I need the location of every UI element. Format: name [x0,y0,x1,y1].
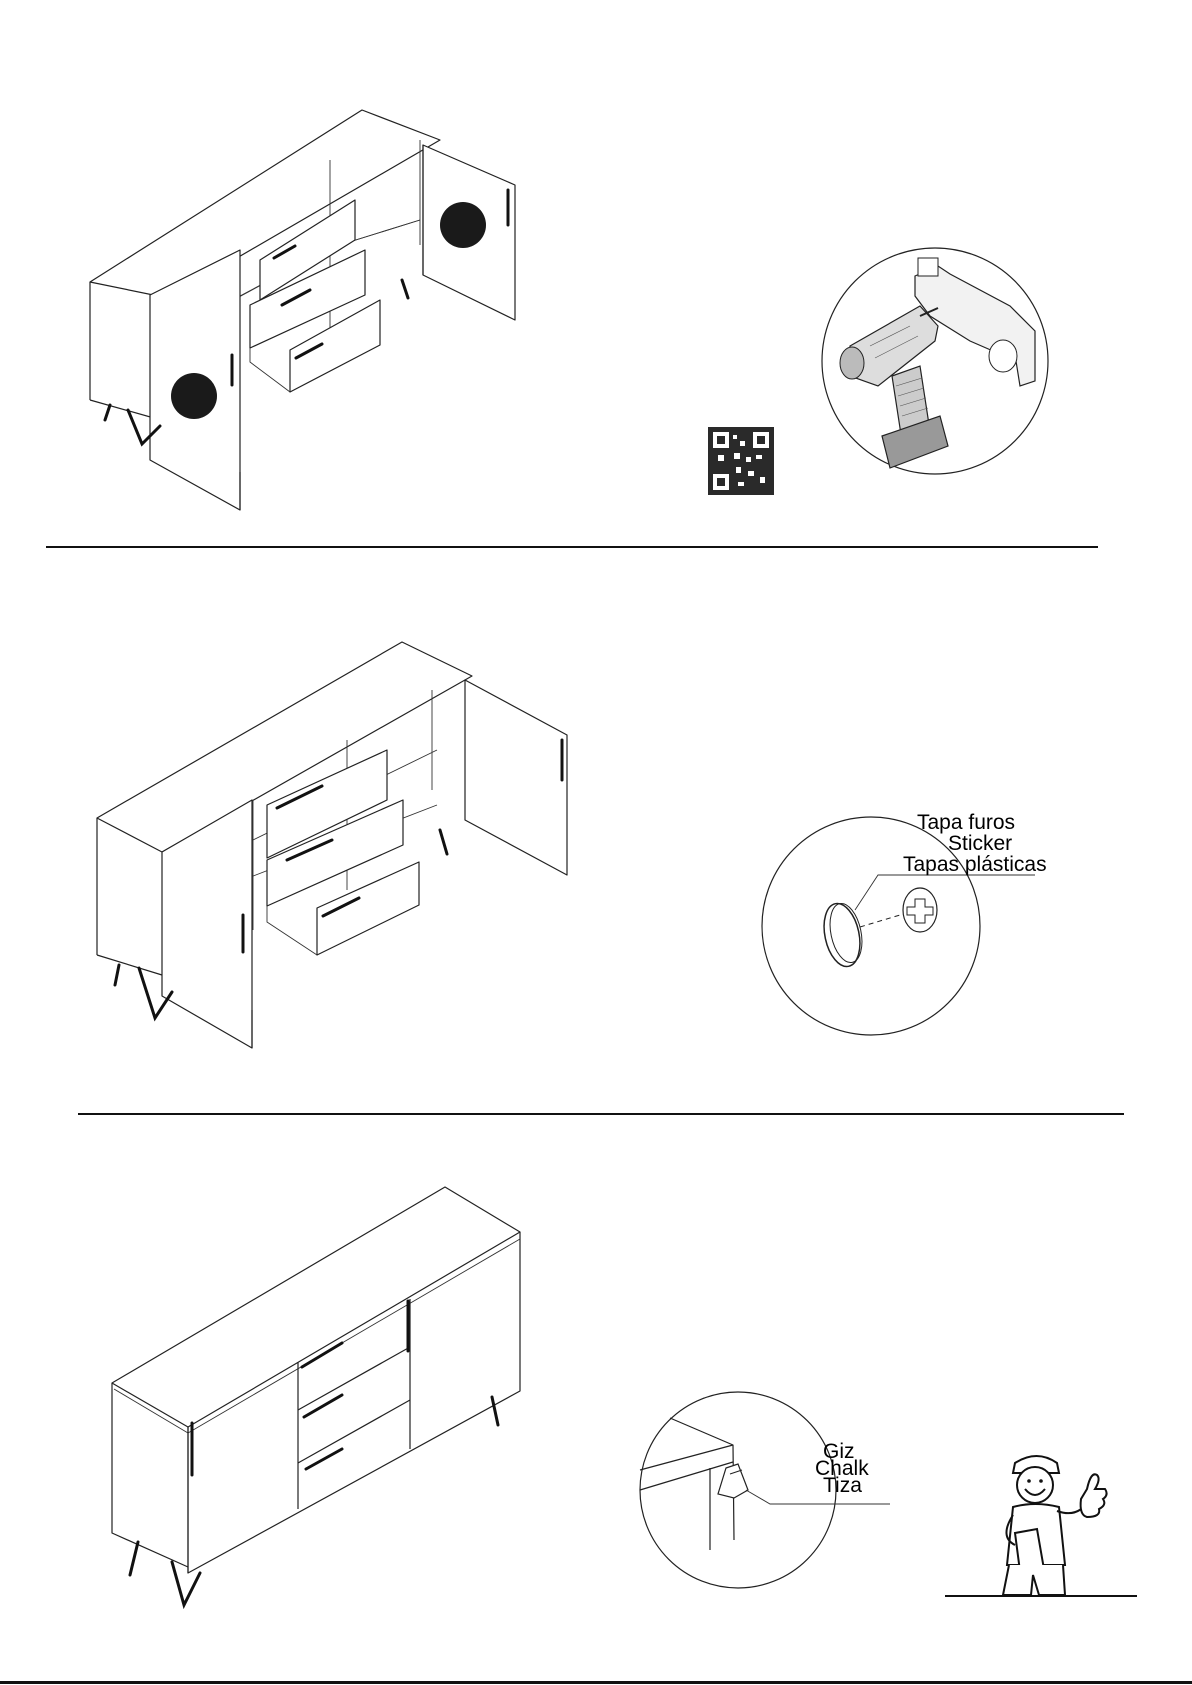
sideboard-doors-open-step2 [97,640,657,1070]
label-chalk: Chalk [815,1457,869,1480]
hinge-drill-detail [820,246,1050,476]
sideboard-doors-open-step1 [90,100,650,530]
qr-code-icon [708,427,774,495]
label-giz: Giz [823,1440,855,1463]
label-tiza: Tiza [823,1474,862,1497]
sideboard-closed-step3 [110,1187,530,1607]
bottom-divider [0,1681,1192,1684]
section-divider-2 [78,1113,1124,1115]
label-sticker: Sticker [948,832,1013,855]
worker-thumbs-up-icon [945,1445,1145,1645]
label-tapa-furos: Tapa furos [917,811,1016,834]
label-tapas-plasticas: Tapas plásticas [903,853,1047,876]
section-divider-1 [46,546,1098,548]
